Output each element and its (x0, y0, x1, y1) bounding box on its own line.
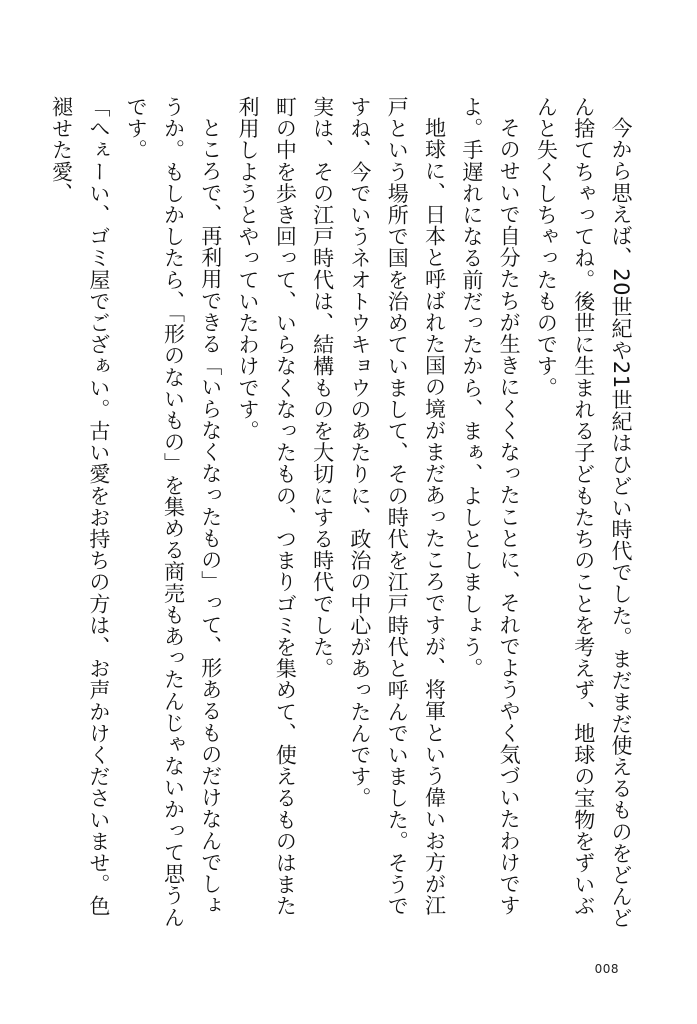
paragraph-7: 「へぇーい、ゴミ屋でござぁい。古い愛をお持ちの方は、お声かけくださいませ。色褪せた愛、 (49, 96, 111, 917)
paragraph-6: ところで、再利用できる「いらなくなったもの」って、形あるものだけなんでしょうか。もしかしたら、「形のないもの」を集める商売もあったんじゃないかって思うんです。 (124, 96, 223, 928)
paragraph-3: 地球に、日本と呼ばれた国の境がまだあったころですが、将軍という偉いお方が江戸という場所で国を治めていまして、その時代を江戸時代と呼んでいました。そうですね、今でいうネオトウキョウのあたりに、政治の中心があったんです。 (347, 96, 447, 917)
paragraph-1: 今から思えば、20世紀や21世紀はひどい時代でした。まだまだ使えるものをどんどん捨てちゃってね。後世に生まれる子どもたちのことを考えず、地球の宝物をずいぶんと失くしちゃったものです。 (534, 96, 633, 929)
paragraph-4: 実は、その江戸時代は、結構ものを大切にする時代でした。 (310, 96, 335, 680)
vertical-text-body (49, 96, 639, 936)
paragraph-5: 町の中を歩き回って、いらなくなったもの、つまりゴミを集めて、使えるものはまた利用しようとやっていたわけです。 (236, 96, 298, 917)
page-number: 008 (594, 962, 619, 976)
paragraph-2: そのせいで自分たちが生きにくくなったことに、それでようやく気づいたわけですよ。手遅れになる前だったから、まぁ、よしとしましょう。 (459, 96, 522, 917)
